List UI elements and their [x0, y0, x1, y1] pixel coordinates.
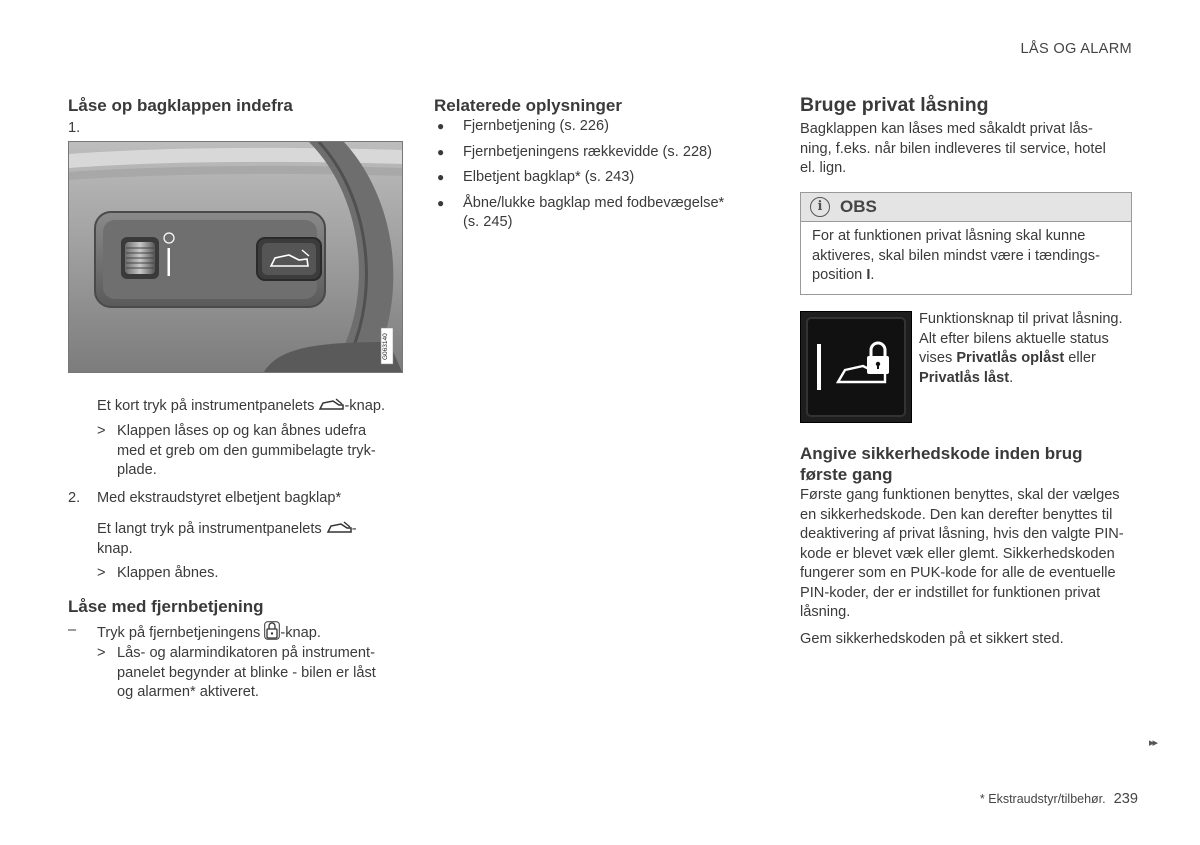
page-number: 239 [1113, 791, 1138, 807]
footer [980, 790, 1138, 810]
private-lock-button-image [800, 311, 912, 423]
security-code-tip: Gem sikkerhedskoden på et sikkert sted. [800, 631, 1064, 647]
tailgate-button-figure [68, 141, 403, 373]
remote-step-text: Tryk på fjernbetjeningens -knap. [97, 621, 397, 644]
remote-result: > Lås- og alarmindikatoren på instrument- panelet begynder at blinke - bilen er låst og alarmen* aktiveret. [97, 645, 376, 700]
section-title: LÅS OG ALARM [1020, 41, 1132, 57]
step-1-text: Et kort tryk på instrumentpanelets -knap. [97, 398, 385, 414]
note-body: For at funktionen privat låsning skal kunne aktiveres, skal bilen mindst være i tændings- position I. [812, 228, 1100, 283]
related-link[interactable]: ● Elbetjent bagklap* (s. 243) [437, 169, 635, 185]
related-link[interactable]: ● Fjernbetjeningens rækkevidde (s. 228) [437, 143, 713, 160]
step-2-title: Med ekstraudstyret elbetjent bagklap* [97, 490, 342, 506]
continue-arrows-icon: ▸▸ [1149, 737, 1157, 749]
footnote: * Ekstraudstyr/tilbehør. [979, 792, 1106, 806]
heading-private-locking: Bruge privat låsning [800, 94, 989, 116]
step-1-number: 1. [68, 120, 81, 136]
info-icon: i [810, 197, 830, 217]
step-1-result: > Klappen låses op og kan åbnes udefra med et greb om den gummibelagte tryk- plade. [97, 423, 376, 478]
tailgate-icon [318, 397, 344, 413]
security-code-paragraph: Første gang funktionen benyttes, skal der vælges en sikkerhedskode. Den kan derefter benyttes til deaktivering af privat låsning, hvis den valgte PIN- kode er blevet væk eller glemt. Sikkerhedskoden fungerer som en PUK-kode for alle de eventuelle PIN-koder, der er indstillet for funktionen privat låsning. [800, 487, 1124, 620]
note-title: OBS [840, 197, 877, 216]
heading-unlock-inside: Låse op bagklappen indefra [68, 96, 293, 115]
related-link[interactable]: ● Fjernbetjening (s. 226) [437, 118, 610, 134]
note-header [801, 193, 1131, 222]
private-locking-intro: Bagklappen kan låses med såkaldt privat lås- ning, f.eks. når bilen indleveres til service, hotel el. lign. [800, 121, 1106, 176]
heading-security-code: Angive sikkerhedskode inden brug første gang [800, 444, 1083, 484]
remote-dash: – [68, 622, 77, 638]
figure-code: G063140 [382, 333, 389, 360]
step-2-text: Et langt tryk på instrumentpanelets - knap. [97, 521, 357, 557]
heading-remote-lock: Låse med fjernbetjening [68, 597, 264, 616]
button-caption: Funktionsknap til privat låsning. Alt efter bilens aktuelle status vises Privatlås oplåst eller Privatlås låst. [919, 311, 1123, 386]
tailgate-icon [326, 520, 352, 536]
step-2-number: 2. [68, 490, 81, 506]
step-2-result: > Klappen åbnes. [97, 565, 219, 581]
lock-button-icon [264, 621, 280, 640]
note-box [800, 192, 1132, 295]
related-links-list [434, 117, 754, 239]
heading-related-info: Relaterede oplysninger [434, 96, 623, 115]
related-link[interactable]: ● Åbne/lukke bagklap med fodbevægelse* (s. 245) [437, 194, 725, 230]
